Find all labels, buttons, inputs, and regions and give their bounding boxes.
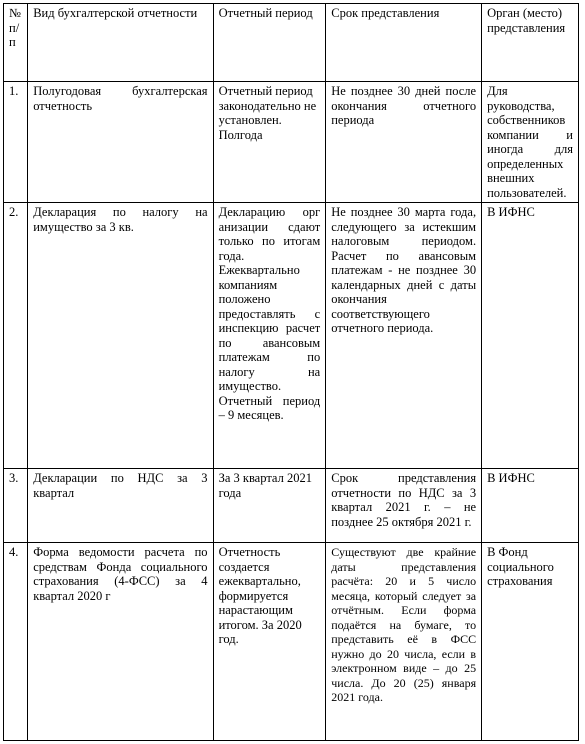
row-num: 4. — [4, 543, 28, 741]
header-kind: Вид бухгалтерской отчетности — [28, 4, 213, 82]
row-kind: Полугодовая бухгалтерская отчетность — [28, 82, 213, 203]
row-period: Декларацию орг анизации сдают только по итогам года. Ежеквартально компаниям положено предоставлять с инспекцию расчет по авансовым платежам по налогу на имущество. Отчетный период – 9 месяцев. — [213, 203, 326, 469]
table-row — [4, 469, 579, 543]
table-row — [4, 543, 579, 741]
row-period: Отчетность создается ежеквартально, формируется нарастающим итогом. За 2020 год. — [213, 543, 326, 741]
reporting-table — [3, 3, 579, 741]
row-recipient: Для руководства, собственников компании и иногда для определенных внешних пользователей. — [482, 82, 579, 203]
table-row — [4, 82, 579, 203]
row-recipient: В ИФНС — [482, 203, 579, 469]
row-period: Отчетный период законодательно не установлен. Полгода — [213, 82, 326, 203]
header-num: № п/п — [4, 4, 28, 82]
header-recipient: Орган (место) представления — [482, 4, 579, 82]
row-deadline: Не позднее 30 дней после окончания отчетного периода — [326, 82, 482, 203]
row-period: За 3 квартал 2021 года — [213, 469, 326, 543]
header-row — [4, 4, 579, 82]
header-period: Отчетный период — [213, 4, 326, 82]
row-kind: Декларация по налогу на имущество за 3 кв. — [28, 203, 213, 469]
row-recipient: В ИФНС — [482, 469, 579, 543]
row-kind: Форма ведомости расчета по средствам Фонда социального страхования (4-ФСС) за 4 квартал 2020 г — [28, 543, 213, 741]
row-recipient: В Фонд социального страхования — [482, 543, 579, 741]
header-deadline: Срок представления — [326, 4, 482, 82]
row-kind: Декларации по НДС за 3 квартал — [28, 469, 213, 543]
row-deadline: Существуют две крайние даты представления расчёта: 20 и 5 число месяца, который следует за отчётным. Если форма подаётся на бумаге, то представить её в ФСС нужно до 20 числа, если в электронном виде – до 25 числа. До 20 (25) января 2021 года. — [326, 543, 482, 741]
table-row — [4, 203, 579, 469]
row-num: 2. — [4, 203, 28, 469]
row-num: 3. — [4, 469, 28, 543]
row-num: 1. — [4, 82, 28, 203]
row-deadline: Срок представления отчетности по НДС за 3 квартал 2021 г. – не позднее 25 октября 2021 г. — [326, 469, 482, 543]
row-deadline: Не позднее 30 марта года, следующего за истекшим налоговым периодом. Расчет по авансовым платежам - не позднее 30 календарных дней с даты окончания соответствующего отчетного периода. — [326, 203, 482, 469]
